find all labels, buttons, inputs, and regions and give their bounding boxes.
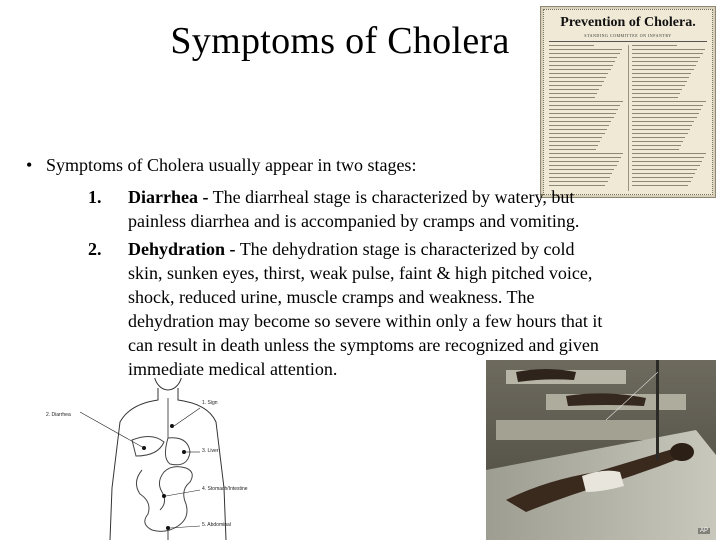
poster-text-line <box>632 181 691 182</box>
poster-text-line <box>632 141 683 142</box>
poster-text-line <box>632 173 695 174</box>
item-number: 1. <box>88 187 102 207</box>
item-line: immediate medical attention. <box>128 359 338 379</box>
poster-text-line <box>632 145 681 146</box>
poster-text-line <box>632 153 706 154</box>
poster-text-line <box>632 177 693 178</box>
intro-text: Symptoms of Cholera usually appear in two stages: <box>46 155 417 175</box>
poster-text-line <box>632 49 705 50</box>
poster-title: Prevention of Cholera. <box>560 15 696 30</box>
body-anatomy-diagram <box>40 378 262 540</box>
poster-text-line <box>549 57 617 58</box>
anatomy-illustration <box>40 378 262 540</box>
ward-scene-illustration <box>486 360 716 540</box>
poster-text-line <box>632 133 688 134</box>
poster-text-line <box>549 121 611 122</box>
poster-text-line <box>632 137 685 138</box>
poster-text-line <box>632 105 703 106</box>
poster-text-line <box>549 161 619 162</box>
poster-text-line <box>632 165 700 166</box>
poster-text-line <box>549 77 606 78</box>
poster-columns <box>549 45 707 191</box>
poster-text-line <box>632 121 694 122</box>
poster-text-line <box>549 177 610 178</box>
poster-text-line <box>632 97 678 98</box>
item-number: 2. <box>88 239 102 259</box>
poster-text-line <box>632 57 700 58</box>
item-text: The diarrheal stage is characterized by watery, but <box>212 187 575 207</box>
item-text: The dehydration stage is characterized by cold <box>239 239 575 259</box>
item-line <box>128 185 668 209</box>
item-line <box>128 237 668 261</box>
slide-title: Symptoms of Cholera <box>170 20 510 62</box>
poster-text-line <box>549 153 623 154</box>
poster-text-line <box>632 65 696 66</box>
poster-rule <box>549 41 707 42</box>
poster-text-line <box>549 89 599 90</box>
poster-text-line <box>549 141 600 142</box>
diagram-label: 2. Diarrhea <box>46 412 71 418</box>
poster-text-line <box>632 117 697 118</box>
poster-text-line <box>549 73 608 74</box>
poster-text-line <box>632 69 694 70</box>
poster-text-line <box>549 181 608 182</box>
poster-text-line <box>632 125 692 126</box>
poster-text-line <box>549 145 598 146</box>
poster-text-line <box>632 73 691 74</box>
poster-text-line <box>632 149 679 150</box>
poster-text-line <box>632 93 680 94</box>
poster-text-line <box>549 109 618 110</box>
poster-subtitle: STANDING COMMITTEE ON INFANTRY <box>584 33 672 38</box>
poster-text-line <box>549 117 614 118</box>
poster-text-line <box>632 89 682 90</box>
poster-text-line <box>549 53 620 54</box>
photo-watermark: AP <box>699 528 708 534</box>
poster-text-line <box>632 113 699 114</box>
diagram-label: 3. Liver <box>202 448 219 454</box>
prevention-poster-image <box>540 6 716 198</box>
poster-text-line <box>632 161 702 162</box>
cholera-ward-photo <box>486 360 716 540</box>
item-term: Dehydration - <box>128 239 236 259</box>
poster-text-line <box>549 169 614 170</box>
poster-text-line <box>632 77 689 78</box>
poster-text-line <box>549 165 617 166</box>
poster-text-line <box>549 45 594 46</box>
poster-text-line <box>549 61 615 62</box>
poster-text-line <box>549 129 607 130</box>
poster-text-line <box>632 109 701 110</box>
poster-column-right <box>632 45 707 191</box>
poster-text-line <box>632 129 690 130</box>
poster-text-line <box>549 137 602 138</box>
poster-text-line <box>549 65 613 66</box>
poster-text-line <box>632 85 685 86</box>
poster-text-line <box>549 125 609 126</box>
item-line: can result in death unless the symptoms are recognized and given <box>128 335 599 355</box>
item-line: shock, reduced urine, muscle cramps and weakness. The <box>128 287 535 307</box>
poster-text-line <box>549 49 622 50</box>
diagram-label: 5. Abdominal <box>202 522 231 528</box>
poster-column-left <box>549 45 624 191</box>
poster-text-line <box>549 101 623 102</box>
poster-text-line <box>632 45 677 46</box>
diagram-label: 4. Stomach/Intestine <box>202 486 248 492</box>
poster-text-line <box>549 113 616 114</box>
item-line: dehydration may become so severe within only a few hours that it <box>128 311 603 331</box>
poster-text-line <box>549 157 621 158</box>
item-line: skin, sunken eyes, thirst, weak pulse, faint & high pitched voice, <box>128 263 593 283</box>
poster-text-line <box>549 81 604 82</box>
poster-text-line <box>549 149 596 150</box>
poster-text-line <box>549 133 605 134</box>
poster-text-line <box>632 81 687 82</box>
bullet-marker: • <box>26 155 33 175</box>
list-item-diarrhea <box>128 185 668 233</box>
poster-text-line <box>632 61 698 62</box>
poster-text-line <box>549 93 597 94</box>
poster-column-divider <box>628 45 629 191</box>
item-term: Diarrhea - <box>128 187 209 207</box>
poster-text-line <box>632 101 706 102</box>
poster-text-line <box>549 69 611 70</box>
item-line: painless diarrhea and is accompanied by cramps and vomiting. <box>128 211 580 231</box>
poster-text-line <box>549 173 612 174</box>
poster-text-line <box>549 97 595 98</box>
poster-text-line <box>632 169 697 170</box>
poster-text-line <box>632 157 704 158</box>
poster-text-line <box>549 85 602 86</box>
diagram-label: 1. Sign <box>202 400 218 406</box>
poster-text-line <box>549 105 620 106</box>
poster-text-line <box>632 53 703 54</box>
